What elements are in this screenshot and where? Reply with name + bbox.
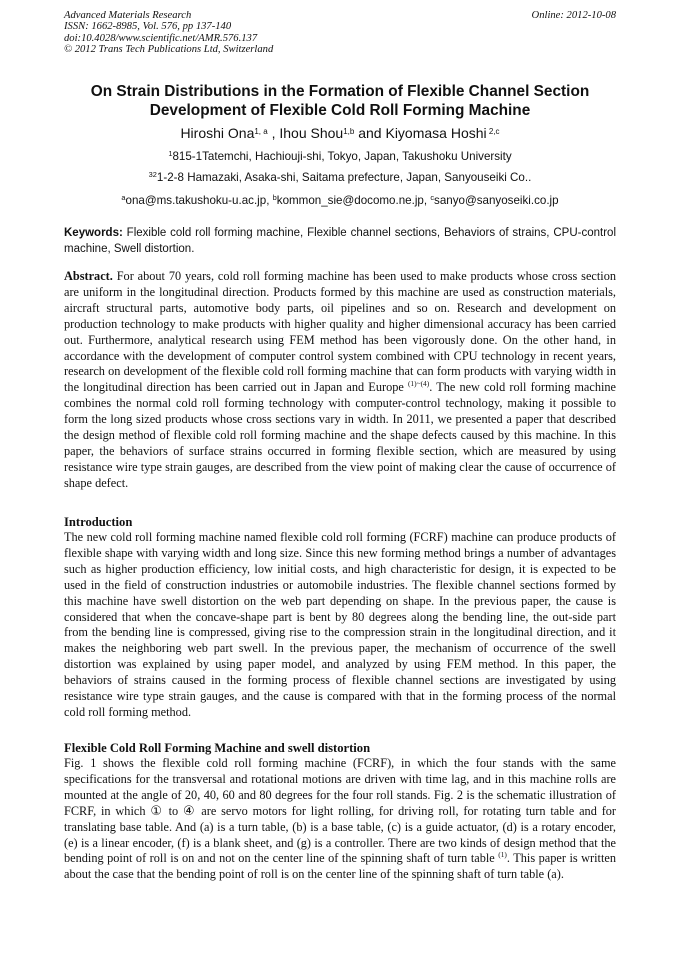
citation-ref: (1)	[498, 850, 507, 860]
copyright-line: © 2012 Trans Tech Publications Ltd, Switzerland	[64, 44, 274, 56]
affiliation-2	[64, 171, 616, 185]
abstract-label: Abstract.	[64, 269, 113, 283]
author-sup: 2,c	[486, 127, 500, 136]
keywords-label: Keywords:	[64, 227, 123, 239]
journal-header	[64, 10, 616, 56]
email-link[interactable]: sanyo@sanyoseiki.co.jp	[434, 194, 559, 207]
section-text	[64, 756, 616, 883]
title-line-1: On Strain Distributions in the Formation of Flexible Channel Section	[90, 83, 590, 100]
author-sup: 1,b	[343, 127, 355, 136]
section-text-part: Fig. 1 shows the flexible cold roll forming machine (FCRF), in which the four stands with the same specifications for the transversal and rotational motions are driven with time lag, and in this machine rolls are mounted at the angle of 20, 40, 60 and 80 degrees for the four roll stands. Fig. 2 is the schematic illustration of FCRF, in which	[64, 756, 616, 818]
keywords	[64, 225, 616, 257]
introduction-text: The new cold roll forming machine named flexible cold roll forming (FCRF) machine can produce products of flexible shape with varying width and long size. Since this new forming method brings a number of advantages such as higher production efficiency, low initial costs, and high characteristic for design, it is expected to be used in the field of construction industries or automobile industries. The flexible channel sections formed by this machine have swell distortion on the web part depending on shape. In the previous paper, the cause is considered that when the concave-shape part is bent by 80 degrees along the bending line, the out-side part from the bending line is compressed, giving rise to the compression strain in the longitudinal direction, and it makes the neighboring web part swell. In the previous paper, the mechanism of occurrence of the swell distortion was explained by using paper model, and analyzed by using FEM method. In this paper, the behaviors of strains caused in the forming process of flexible channel sections are investigated by using resistance wire type strain gauges, and the cause is compared with that in the forming process of the normal cold roll forming method.	[64, 530, 616, 719]
affiliation-sup: 1	[168, 149, 173, 158]
author-emails	[64, 194, 616, 208]
author-name: Ihou Shou	[279, 125, 344, 141]
affiliation-text: 815-1Tatemchi, Hachiouji-shi, Tokyo, Japan, Takushoku University	[172, 150, 512, 163]
circled-number: ④	[183, 803, 197, 819]
author-sup: 1, a	[254, 127, 268, 136]
section-text-part: to	[163, 803, 184, 818]
doi-line[interactable]: doi:10.4028/www.scientific.net/AMR.576.137	[64, 32, 258, 44]
paper-title	[64, 82, 616, 120]
email-link[interactable]: kommon_sie@docomo.ne.jp,	[276, 194, 431, 207]
circled-number: ①	[150, 803, 164, 819]
author-name: Hiroshi Ona	[180, 125, 255, 141]
section-text-part: . This paper is written about the case that the bending point of roll is on the center line of the spinning shaft of turn table (a).	[64, 851, 616, 882]
title-line-2: Development of Flexible Cold Roll Forming Machine	[149, 102, 531, 119]
journal-name: Advanced Materials Research	[64, 10, 192, 21]
issn-line: ISSN: 1662-8985, Vol. 576, pp 137-140	[64, 21, 232, 33]
section-heading: Flexible Cold Roll Forming Machine and swell distortion	[64, 741, 371, 755]
author-separator: and	[354, 125, 386, 141]
citation-ref: (1)~(4)	[407, 379, 430, 389]
affiliation-1	[64, 150, 616, 164]
introduction-heading: Introduction	[64, 515, 133, 529]
email-sup: b	[272, 193, 277, 202]
author-list	[64, 124, 616, 142]
email-link[interactable]: ona@ms.takushoku-u.ac.jp,	[125, 194, 273, 207]
section-text-part: are servo motors for light rolling, for driving roll, for rotating turn table and for translating base table. And (a) is a turn table, (b) is a base table, (c) is a guide actuator, (d) is a rotary encoder, (e) is a linear encoder, (f) is a blank sheet, and (g) is a controller. There are two kinds of design method that the bending point of roll is on and not on the center line of the spinning shaft of turn table	[64, 803, 617, 866]
email-sup: a	[121, 193, 126, 202]
keywords-text: Flexible cold roll forming machine, Flexible channel sections, Behaviors of strains, CPU-control machine, Swell distortion.	[64, 227, 616, 255]
affiliation-sup: 32	[148, 170, 157, 179]
abstract-text: For about 70 years, cold roll forming machine has been used to make products whose cross section are uniform in the longitudinal direction. Products formed by this machine are used as construction materials, aircraft structural parts, automotive body parts, oil pipelines and so on. Research and development on production technology to make products with higher quality and higher dimensional accuracy has been carried out. Furthermore, analytical research using FEM method has been vigorously done. On the other hand, in accordance with the development of computer control system combined with CPU technology in recent years, research on development of the flexible cold roll forming machine that can form products with varying width in the longitudinal direction has been carried out in Japan and Europe	[64, 269, 616, 395]
affiliation-text: 1-2-8 Hamazaki, Asaka-shi, Saitama prefecture, Japan, Sanyouseiki Co..	[156, 171, 532, 184]
author-name: Kiyomasa Hoshi	[385, 125, 487, 141]
online-date: Online: 2012-10-08	[531, 10, 616, 21]
abstract	[64, 269, 616, 492]
abstract-text: . The new cold roll forming machine combines the normal cold roll forming technology with computer-control technology, making it possible to form the long sized products whose cross sections vary in width. In 2011, we presented a paper that described the design method of flexible cold roll forming machine and the shape defects caused by this machine. In this paper, the behaviors of surface strains occurred in forming flexible section, which are measured by using resistance wire type strain gauges, are described from the view point of making clear the cause of occurrence of shape defect.	[64, 380, 617, 490]
email-sup: c	[430, 193, 435, 202]
author-separator: ,	[267, 125, 280, 141]
